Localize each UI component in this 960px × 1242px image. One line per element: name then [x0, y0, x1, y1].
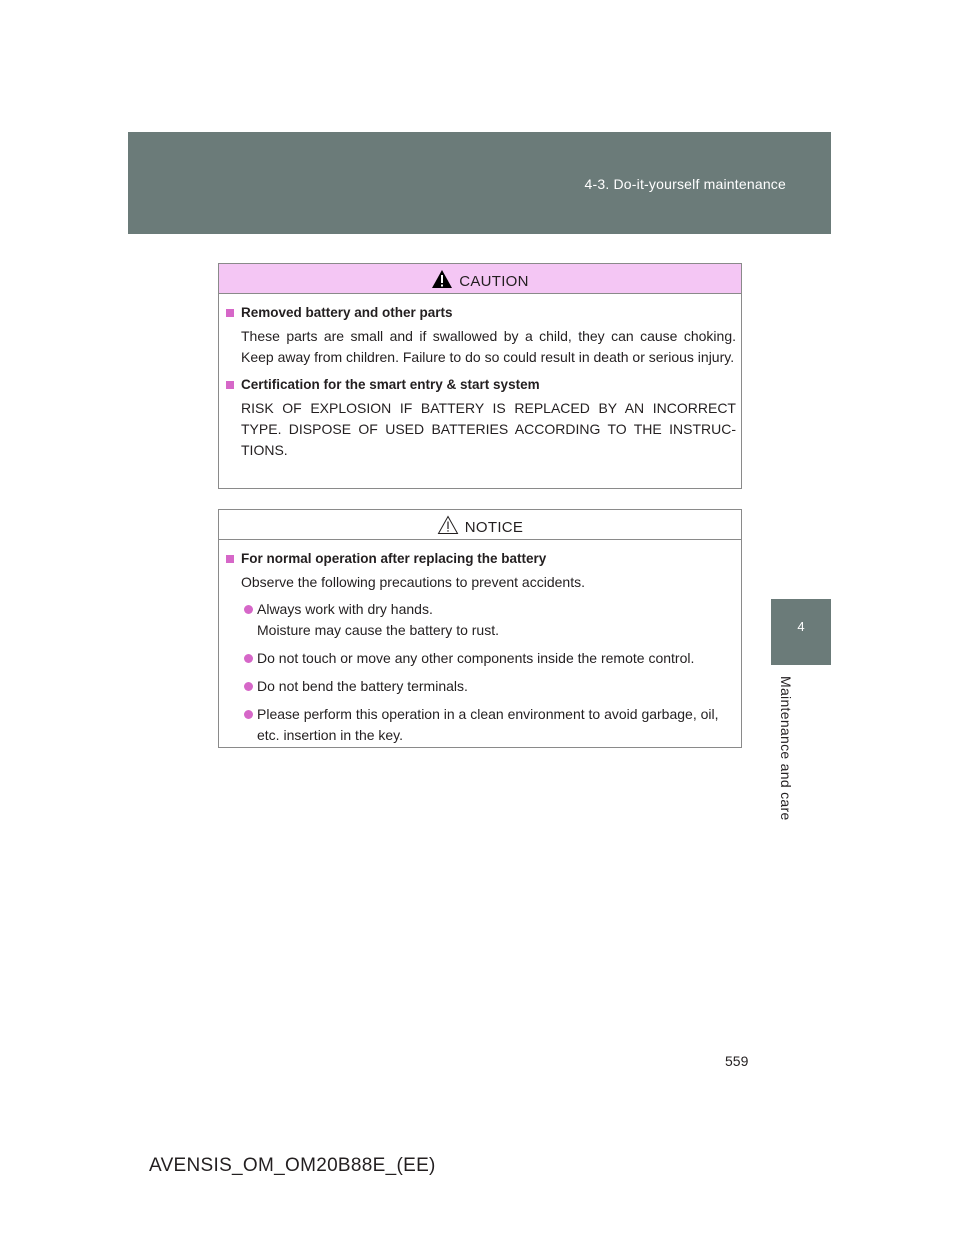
caution-title: CAUTION [459, 273, 529, 290]
warning-triangle-outline-icon [437, 515, 459, 535]
bullet-text: Please perform this operation in a clean environment to avoid garbage, oil, etc. insertion in the key. [257, 706, 719, 743]
bullet-text: Do not bend the battery terminals. [257, 678, 468, 694]
bullet-text: Do not touch or move any other components inside the remote control. [257, 650, 695, 666]
notice-header [219, 510, 741, 540]
round-bullet-icon [244, 605, 253, 614]
square-bullet-icon [226, 381, 234, 389]
square-bullet-icon [226, 309, 234, 317]
list-item [244, 599, 736, 641]
round-bullet-icon [244, 710, 253, 719]
caution-item-text: RISK OF EXPLOSION IF BATTERY IS REPLACED BY AN INCORRECT TYPE. DISPOSE OF USED BATTERIES ACCORDING TO THE INSTRUC-TIONS. [241, 400, 736, 458]
caution-heading-text: Certification for the smart entry & start system [241, 377, 540, 392]
chapter-label-container [772, 676, 802, 821]
list-item [244, 704, 736, 746]
chapter-tab [771, 599, 831, 665]
notice-box [218, 509, 742, 748]
list-item [244, 648, 736, 669]
document-code: AVENSIS_OM_OM20B88E_(EE) [149, 1155, 436, 1176]
square-bullet-icon [226, 555, 234, 563]
caution-item-heading [224, 305, 736, 320]
bullet-text: Always work with dry hands. [257, 601, 433, 617]
caution-item-text: These parts are small and if swallowed by a child, they can cause choking. Keep away from children. Failure to do so could result in death or serious injury. [241, 328, 736, 365]
chapter-label: Maintenance and care [778, 676, 794, 821]
bullet-text-continued: Moisture may cause the battery to rust. [257, 622, 499, 638]
notice-title: NOTICE [464, 519, 524, 536]
caution-header [219, 264, 741, 294]
page-number: 559 [725, 1053, 749, 1069]
notice-heading-text: For normal operation after replacing the battery [241, 551, 547, 566]
caution-heading-text: Removed battery and other parts [241, 305, 453, 320]
caution-box [218, 263, 742, 489]
notice-item-heading [224, 551, 736, 566]
warning-triangle-filled-icon [431, 269, 453, 289]
list-item [244, 676, 736, 697]
notice-intro: Observe the following precautions to prevent accidents. [241, 574, 585, 590]
round-bullet-icon [244, 654, 253, 663]
header-band [128, 132, 831, 234]
section-title: 4-3. Do-it-yourself maintenance [584, 176, 786, 192]
round-bullet-icon [244, 682, 253, 691]
caution-item-heading [224, 377, 736, 392]
chapter-number: 4 [797, 619, 805, 634]
